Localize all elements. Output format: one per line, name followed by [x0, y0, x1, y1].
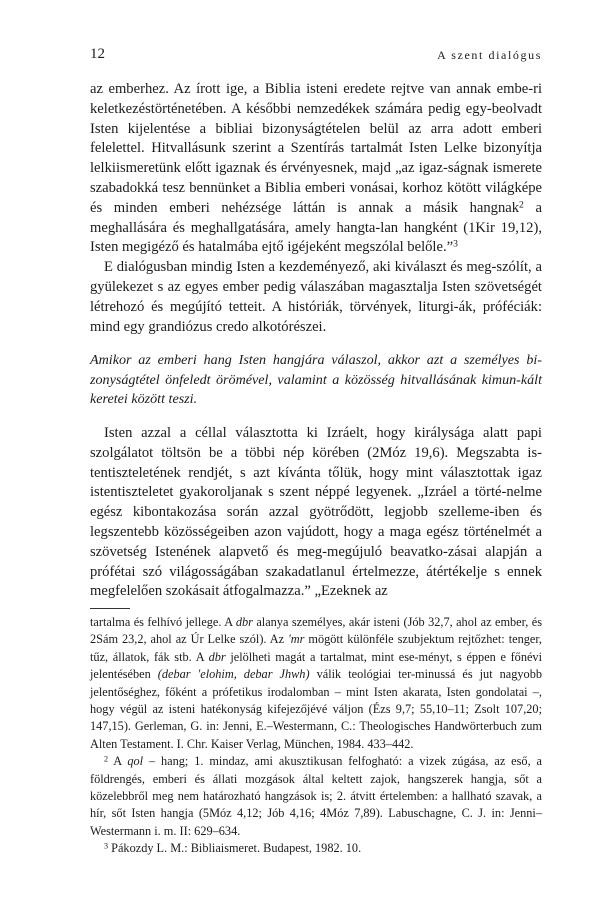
paragraph-3: Isten azzal a céllal választotta ki Izráelt, hogy királysága alatt papi szolgálatot töltsön be a többi nép körében (2Móz 19,6). Megszabta is-tentiszteletének rendjét, s azt kívánta tőlük, hogy mint választottak igaz istentiszteletet gyakoroljanak s szent néppé legyenek. „Izráel a törté-nelme egész kibontakozása során azzal gyötrődött, legjobb szelleme-iben és legszentebb közösségeiben azon vajúdott, hogy a maga egész történelmét a szövetség Istenének alapvető és meg-megújuló beavatko-zásai alapján a prófétai szó világosságában szakadatlanul értelmezze, átértékelje s ennek megfelelően szokásait átfogalmazza.” „Ezeknek az	[90, 425, 542, 600]
fn1-text-a: tartalma és felhívó jellege. A	[90, 615, 236, 629]
paragraph-2: E dialógusban mindig Isten a kezdeményező, aki kiválaszt és meg-szólít, a gyülekezet s az egyes ember pedig válaszában magasztalja Isten szövetségét létrehozó és megújító tetteit. A históriák, törvények, liturgi-ák, próféciák: mind egy grandiózus credo alkotórészei.	[90, 259, 542, 335]
fn1-text-b: alanya személyes, akár isteni (Jób 32,7, ahol az ember, és 2Sám 23,2, ahol az Úr Lelke szól). Az	[90, 615, 542, 647]
footnote-3-number: 3	[104, 841, 109, 851]
footnote-2	[90, 753, 542, 840]
fn1-text-d: jelölheti magát a tartalmat, mint ese-ményt, s éppen e főnévi jelentésében	[90, 649, 542, 682]
running-title: A szent dialógus	[437, 48, 542, 62]
running-header	[90, 46, 542, 66]
body-text-bottom	[90, 424, 542, 602]
body-text-top	[90, 80, 542, 337]
fn1-text-c: mögött különféle szubjektum rejtőzhet: tenger, tűz, állatok, fák stb. A	[90, 632, 542, 664]
fn1-term-dbr: dbr	[235, 615, 253, 629]
fn1-term-mr: 'mr	[288, 632, 305, 647]
paragraph-1-text-b: a meghallására és meghallgatására, amely hangta-lan hangként (1Kir 19,12), Isten megigéző és hatalmába ejtő igéjeként megszólal belőle.”	[90, 199, 542, 256]
fn1-text-e: válik teológiai ter-minussá és jut nagyobb jelentőséghez, főként a prófetikus irodalomban – mint Isten akarata, Isten gondolatai –, hogy végül az isteni hatékonyság kifejezőjévé váljon (Ézs 9,7; 55,10–11; Zsolt 107,20; 147,15). Gerleman, G. in: Jenni, E.–Westermann, C.: Theologisches Handwörterbuch zum Alten Testament. I. Chr. Kaiser Verlag, München, 1984. 433–442.	[90, 667, 542, 751]
footnote-2-number: 2	[104, 754, 109, 764]
fn3-text: Pákozdy L. M.: Bibliaismeret. Budapest, 1982. 10.	[108, 841, 362, 856]
paragraph-1	[90, 80, 542, 258]
fn2-term-qol: qol	[127, 754, 144, 769]
footnote-3	[90, 840, 542, 857]
footnote-1-continued	[90, 614, 542, 753]
fn1-term-dbr-2: dbr	[208, 649, 226, 664]
fn2-text-b: – hang; 1. mindaz, ami akusztikusan felfogható: a vizek zúgása, az eső, a földrengés, emberi és állati mozgások által keltett zajok, hangszerek hangja, sőt a közelebbről meg nem határozható hangzások is; 2. átvitt értelemben: a hallható szavak, a hír, sőt Isten hangja (5Móz 4,12; Jób 4,16; 4Móz 7,89). Labuschagne, C. J. in: Jenni–Westermann i. m. II: 629–634.	[90, 754, 543, 838]
footnote-divider	[90, 608, 130, 609]
italic-quote: Amikor az emberi hang Isten hangjára válaszol, akkor azt a személyes bi-zonyságtétel önfeledt örömével, valamint a közösség hitvallásának kimun-kált keretei között teszi.	[90, 352, 542, 408]
fn1-term-debar: (debar 'elohim, debar Jhwh)	[157, 667, 310, 682]
paragraph-1-text-a: az emberhez. Az írott ige, a Biblia isteni eredete rejtve van annak embe-ri keletkezéstörténetében. A későbbi nemzedékek számára pedig egy-beolvadt Isten kijelentése a bibliai bizonyságtételen belül az arra adott emberi felelettel. Hitvallásunk szerint a Szentírás tartalmát Isten Lelke bizonyítja lelkiismeretünk előtt igaznak és érvényesnek, majd „az igaz-ságnak ismerete szabadokká tesz bennünket a Biblia emberi vonásai, korhoz kötött világképe és minden emberi nehézsége láttán is annak a másik hangnak	[90, 81, 542, 216]
footnote-ref-3: 3	[453, 239, 458, 251]
page-number: 12	[90, 46, 105, 62]
footnote-ref-2: 2	[519, 199, 524, 211]
fn2-text-a: A	[108, 754, 128, 769]
footnotes	[90, 614, 542, 858]
